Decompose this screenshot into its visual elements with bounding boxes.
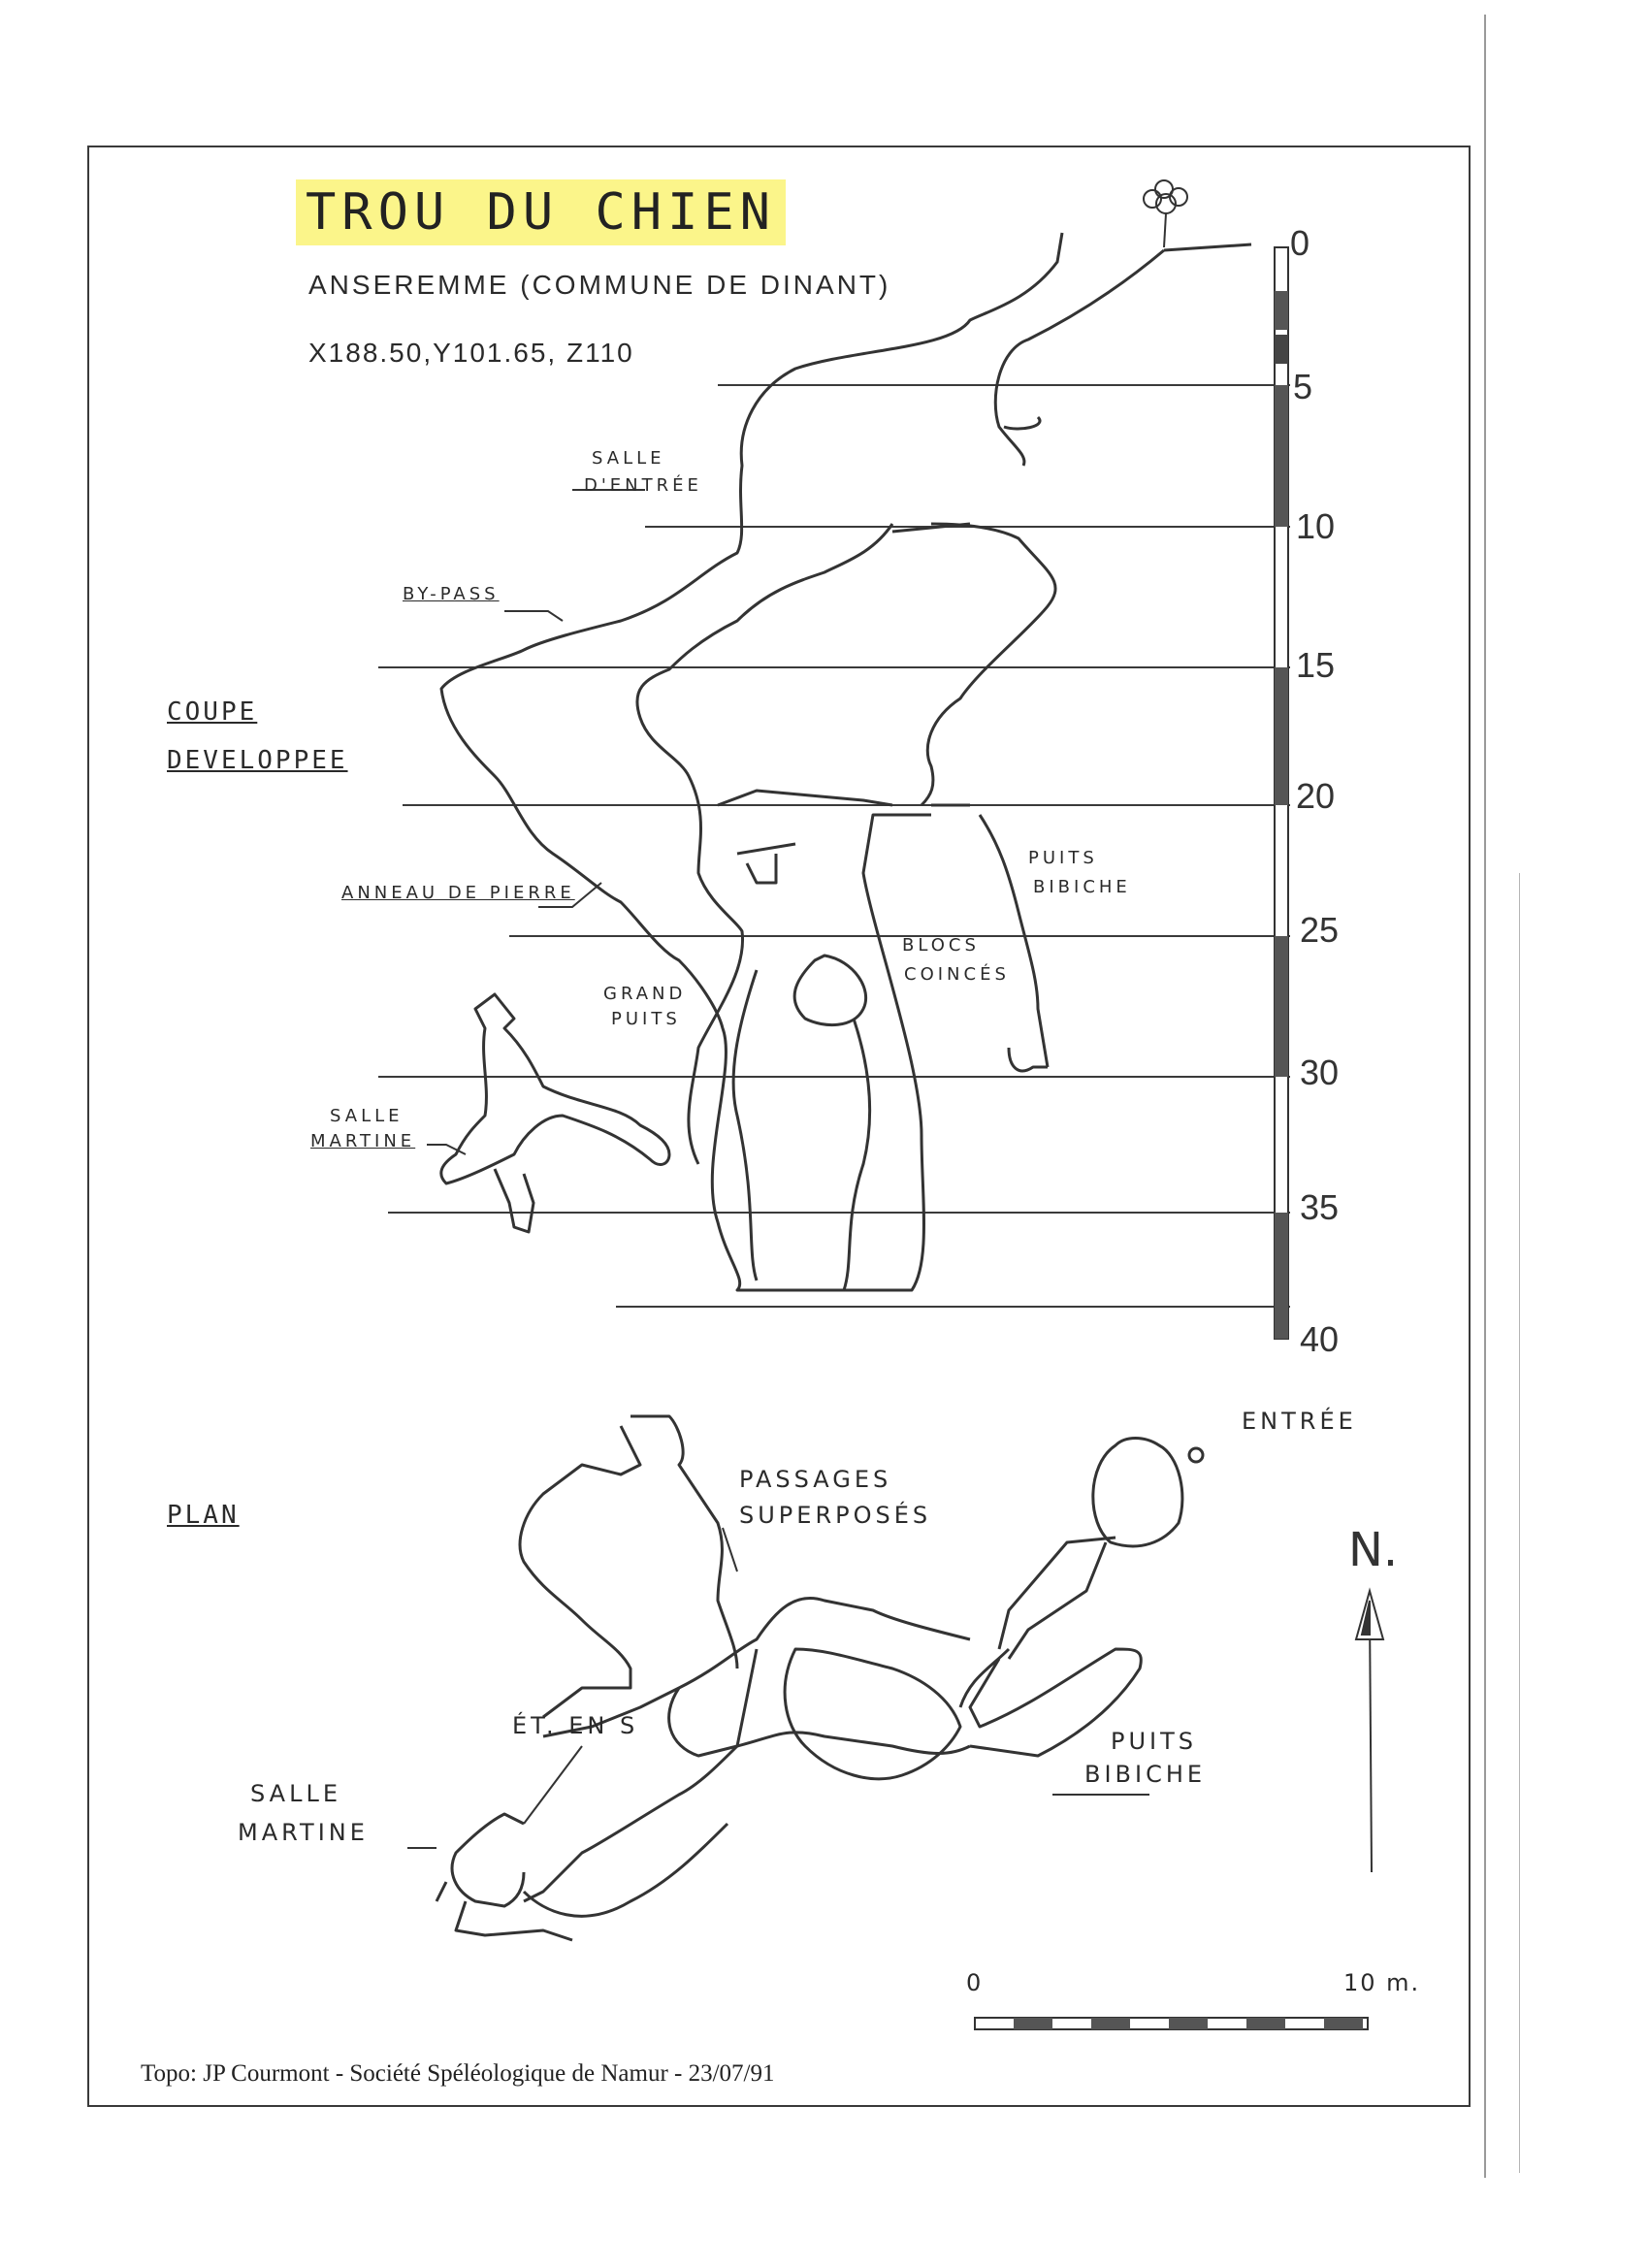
label-grand-puits-2: PUITS (611, 1009, 681, 1029)
label-salle-martine-1: SALLE (330, 1106, 404, 1126)
scale-start-label: 0 (966, 1969, 984, 1996)
label-grand-puits-1: GRAND (603, 984, 687, 1004)
label-puits-bibiche-1: PUITS (1028, 848, 1098, 868)
by-pass-leader (504, 611, 563, 621)
depth-tick: 0 (1290, 223, 1310, 263)
label-plan-puits-2: BIBICHE (1084, 1761, 1207, 1788)
passages-leader (723, 1528, 737, 1571)
label-anneau-de-pierre: ANNEAU DE PIERRE (341, 883, 575, 903)
label-plan-salle-1: SALLE (250, 1780, 342, 1807)
section-label-line1: COUPE (167, 697, 258, 727)
horizontal-scale-bar (975, 2018, 1368, 2029)
label-salle-entree-2: D'ENTRÉE (584, 475, 702, 496)
depth-tick: 40 (1300, 1319, 1340, 1359)
label-plan-salle-2: MARTINE (238, 1819, 369, 1846)
et-en-s-leader (524, 1746, 582, 1824)
depth-tick: 10 (1296, 506, 1336, 546)
label-by-pass: BY-PASS (403, 584, 500, 604)
depth-tick: 5 (1293, 367, 1313, 406)
section-cave-outline (441, 233, 1251, 1290)
section-label-line2: DEVELOPPEE (167, 746, 348, 775)
label-plan-puits-1: PUITS (1111, 1728, 1198, 1755)
location-subtitle: ANSEREMME (COMMUNE DE DINANT) (308, 270, 891, 300)
plan-label: PLAN (167, 1501, 240, 1530)
label-salle-martine-2: MARTINE (310, 1131, 416, 1151)
label-blocs-1: BLOCS (902, 935, 980, 956)
depth-tick: 30 (1300, 1053, 1340, 1092)
survey-credit: Topo: JP Courmont - Société Spéléologique de Namur - 23/07/91 (141, 2060, 775, 2087)
coordinates: X188.50,Y101.65, Z110 (308, 338, 634, 368)
tree-icon (1144, 180, 1187, 247)
label-blocs-2: COINCÉS (904, 964, 1010, 985)
label-et-en-s: ÉT. EN S (512, 1712, 639, 1739)
depth-tick: 15 (1296, 645, 1336, 685)
label-entree: ENTRÉE (1242, 1408, 1357, 1435)
depth-tick: 20 (1296, 776, 1336, 816)
north-arrow-icon (1356, 1591, 1383, 1872)
label-salle-entree-1: SALLE (592, 448, 665, 469)
label-passages-1: PASSAGES (739, 1466, 892, 1493)
map-title: TROU DU CHIEN (296, 179, 786, 245)
depth-tick: 25 (1300, 910, 1340, 950)
scale-end-label: 10 m. (1343, 1969, 1421, 1996)
depth-scale-bar (1275, 247, 1288, 1339)
label-passages-2: SUPERPOSÉS (739, 1502, 932, 1529)
north-label: N. (1348, 1523, 1399, 1577)
label-puits-bibiche-2: BIBICHE (1033, 877, 1131, 897)
depth-tick: 35 (1300, 1187, 1340, 1227)
